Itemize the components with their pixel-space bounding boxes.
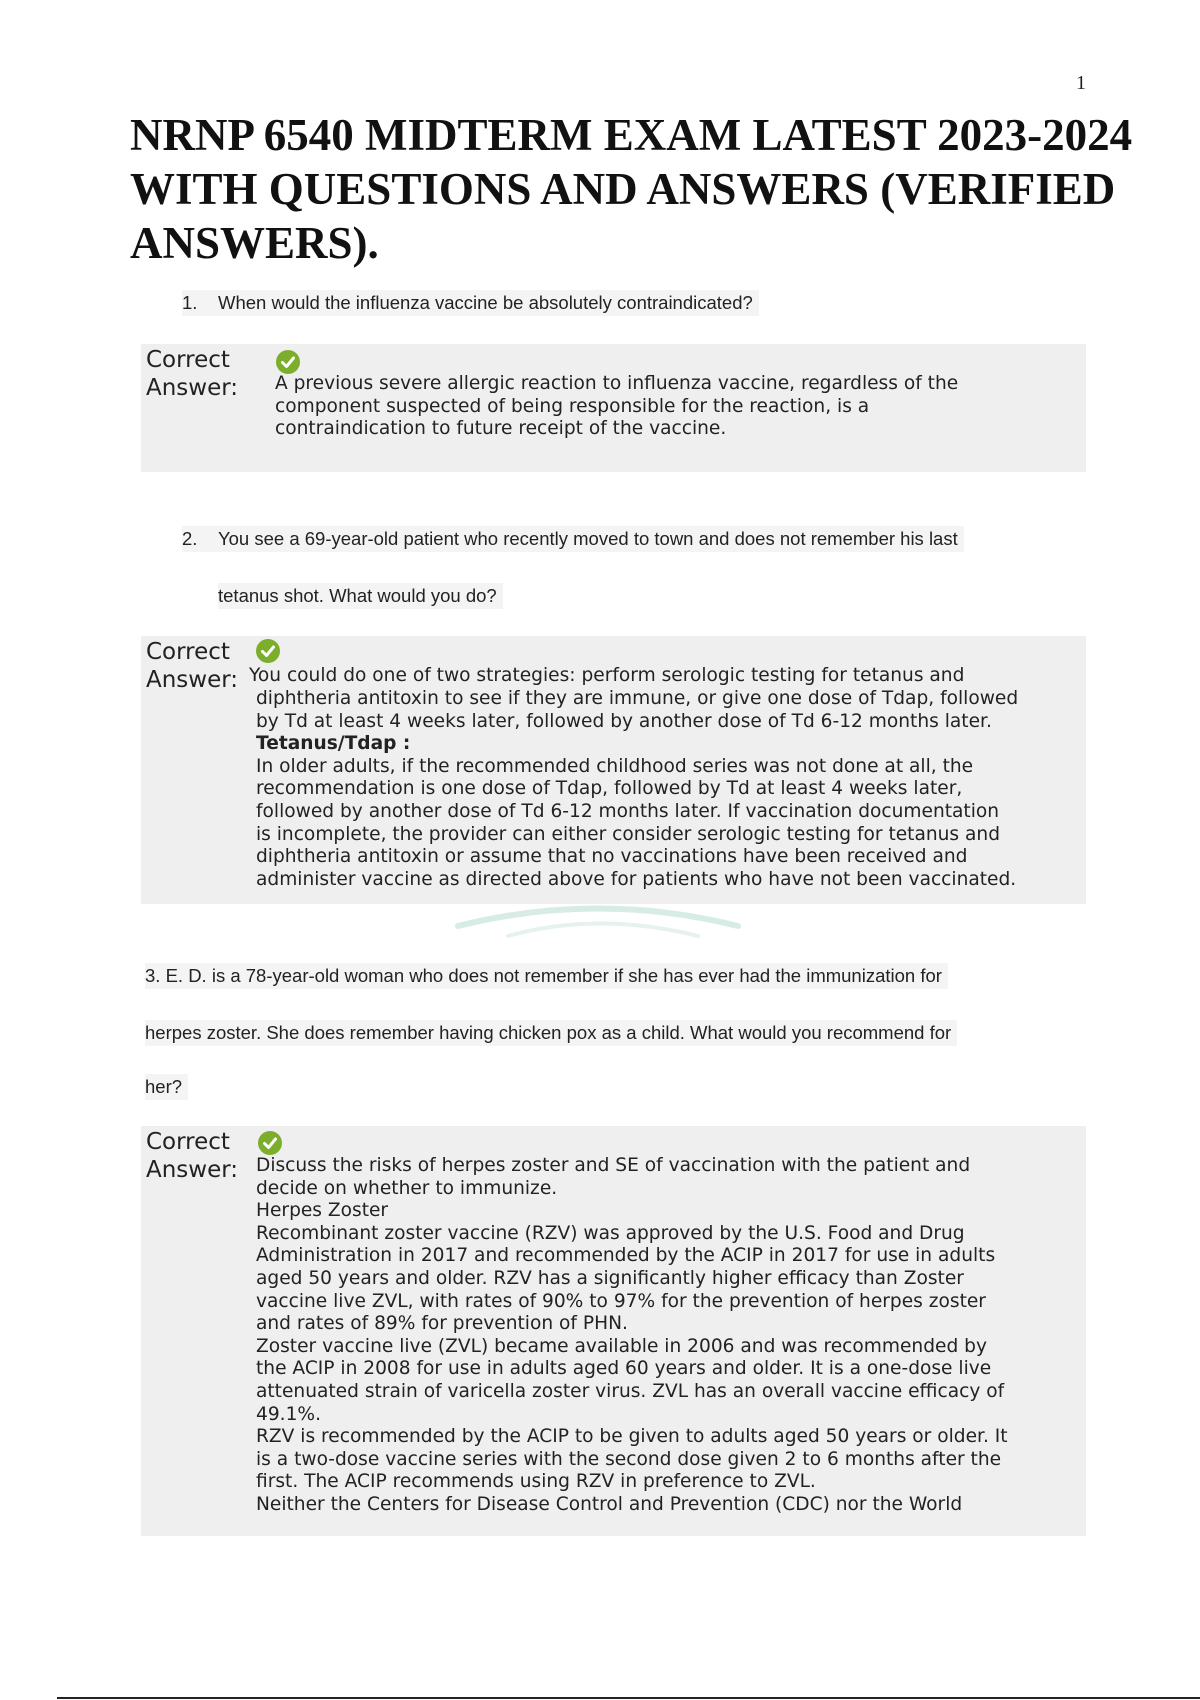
page-number: 1 <box>1076 72 1086 94</box>
question-2-text-cont <box>218 583 503 609</box>
footer-divider <box>57 1697 1200 1699</box>
answer-box-2 <box>141 636 1086 904</box>
document-title <box>130 108 1200 270</box>
question-line: herpes zoster. She does remember having chicken pox as a child. What would you recommend for <box>145 1022 952 1043</box>
question-1-text <box>182 290 759 316</box>
question-line: When would the influenza vaccine be absolutely contraindicated? <box>218 292 753 313</box>
question-number: 1. <box>182 292 198 313</box>
check-circle-icon <box>276 350 300 374</box>
question-line: You see a 69-year-old patient who recently moved to town and does not remember his last <box>218 528 958 549</box>
question-line: her? <box>145 1076 183 1097</box>
answer-text-2-first: You could do one of two strategies: perform serologic testing for tetanus and <box>249 665 965 686</box>
answer-box-3 <box>141 1126 1086 1536</box>
correct-answer-label: Correct Answer: <box>146 639 239 693</box>
question-number: 3. <box>145 965 161 986</box>
answer-text-2: diphtheria antitoxin to see if they are immune, or give one dose of Tdap, followed by Td at least 4 weeks later, followed by another dose of Td 6-12 months later. Tetanus/Tdap : In older adults, if the recommended childhood series was not done at all, the recommendation is one dose of Tdap, followed by Td at least 4 weeks later, followed by another dose of Td 6-12 months later. If vaccination documentation is incomplete, the provider can either consider serologic testing for tetanus and diphtheria antitoxin or assume that no vaccinations have been received and administer vaccine as directed above for patients who have not been vaccinated. <box>256 688 1019 890</box>
question-2-text <box>182 526 964 552</box>
title-line: NRNP 6540 MIDTERM EXAM LATEST 2023-2024 <box>130 110 1133 160</box>
answer-box-1 <box>141 344 1086 472</box>
question-number: 2. <box>182 528 198 549</box>
question-3-text-cont <box>145 1074 188 1100</box>
title-line: ANSWERS). <box>130 218 379 268</box>
title-line: WITH QUESTIONS AND ANSWERS (VERIFIED <box>130 164 1116 214</box>
correct-answer-label: Correct Answer: <box>146 347 239 401</box>
answer-text-3: Discuss the risks of herpes zoster and SE of vaccination with the patient and decide on whether to immunize. Herpes Zoster Recombinant zoster vaccine (RZV) was approved by the U.S. Food and Drug Administration in 2017 and recommended by the ACIP in 2017 for use in adults aged 50 years and older. RZV has a significantly higher efficacy than Zoster vaccine live ZVL, with rates of 90% to 97% for the prevention of herpes zoster and rates of 89% for prevention of PHN. Zoster vaccine live (ZVL) became available in 2006 and was recommended by the ACIP in 2008 for use in adults aged 60 years and older. It is a one-dose live attenuated strain of varicella zoster virus. ZVL has an overall vaccine efficacy of 49.1%. RZV is recommended by the ACIP to be given to adults aged 50 years or older. It is a two-dose vaccine series with the second dose given 2 to 6 months after the first. The ACIP recommends using RZV in preference to ZVL. Neither the Centers for Disease Control and Prevention (CDC) nor the World <box>256 1155 1008 1515</box>
check-circle-icon <box>258 1131 282 1155</box>
answer-text-1: A previous severe allergic reaction to influenza vaccine, regardless of the component suspected of being responsible for the reaction, is a contraindication to future receipt of the vaccine. <box>275 373 959 440</box>
correct-answer-label: Correct Answer: <box>146 1129 239 1183</box>
question-3-text <box>145 963 948 989</box>
watermark-swoosh <box>448 896 748 946</box>
question-line: tetanus shot. What would you do? <box>218 585 497 606</box>
check-circle-icon <box>256 639 280 663</box>
question-line: E. D. is a 78-year-old woman who does not remember if she has ever had the immunization for <box>165 965 942 986</box>
question-3-text-cont <box>145 1020 957 1046</box>
